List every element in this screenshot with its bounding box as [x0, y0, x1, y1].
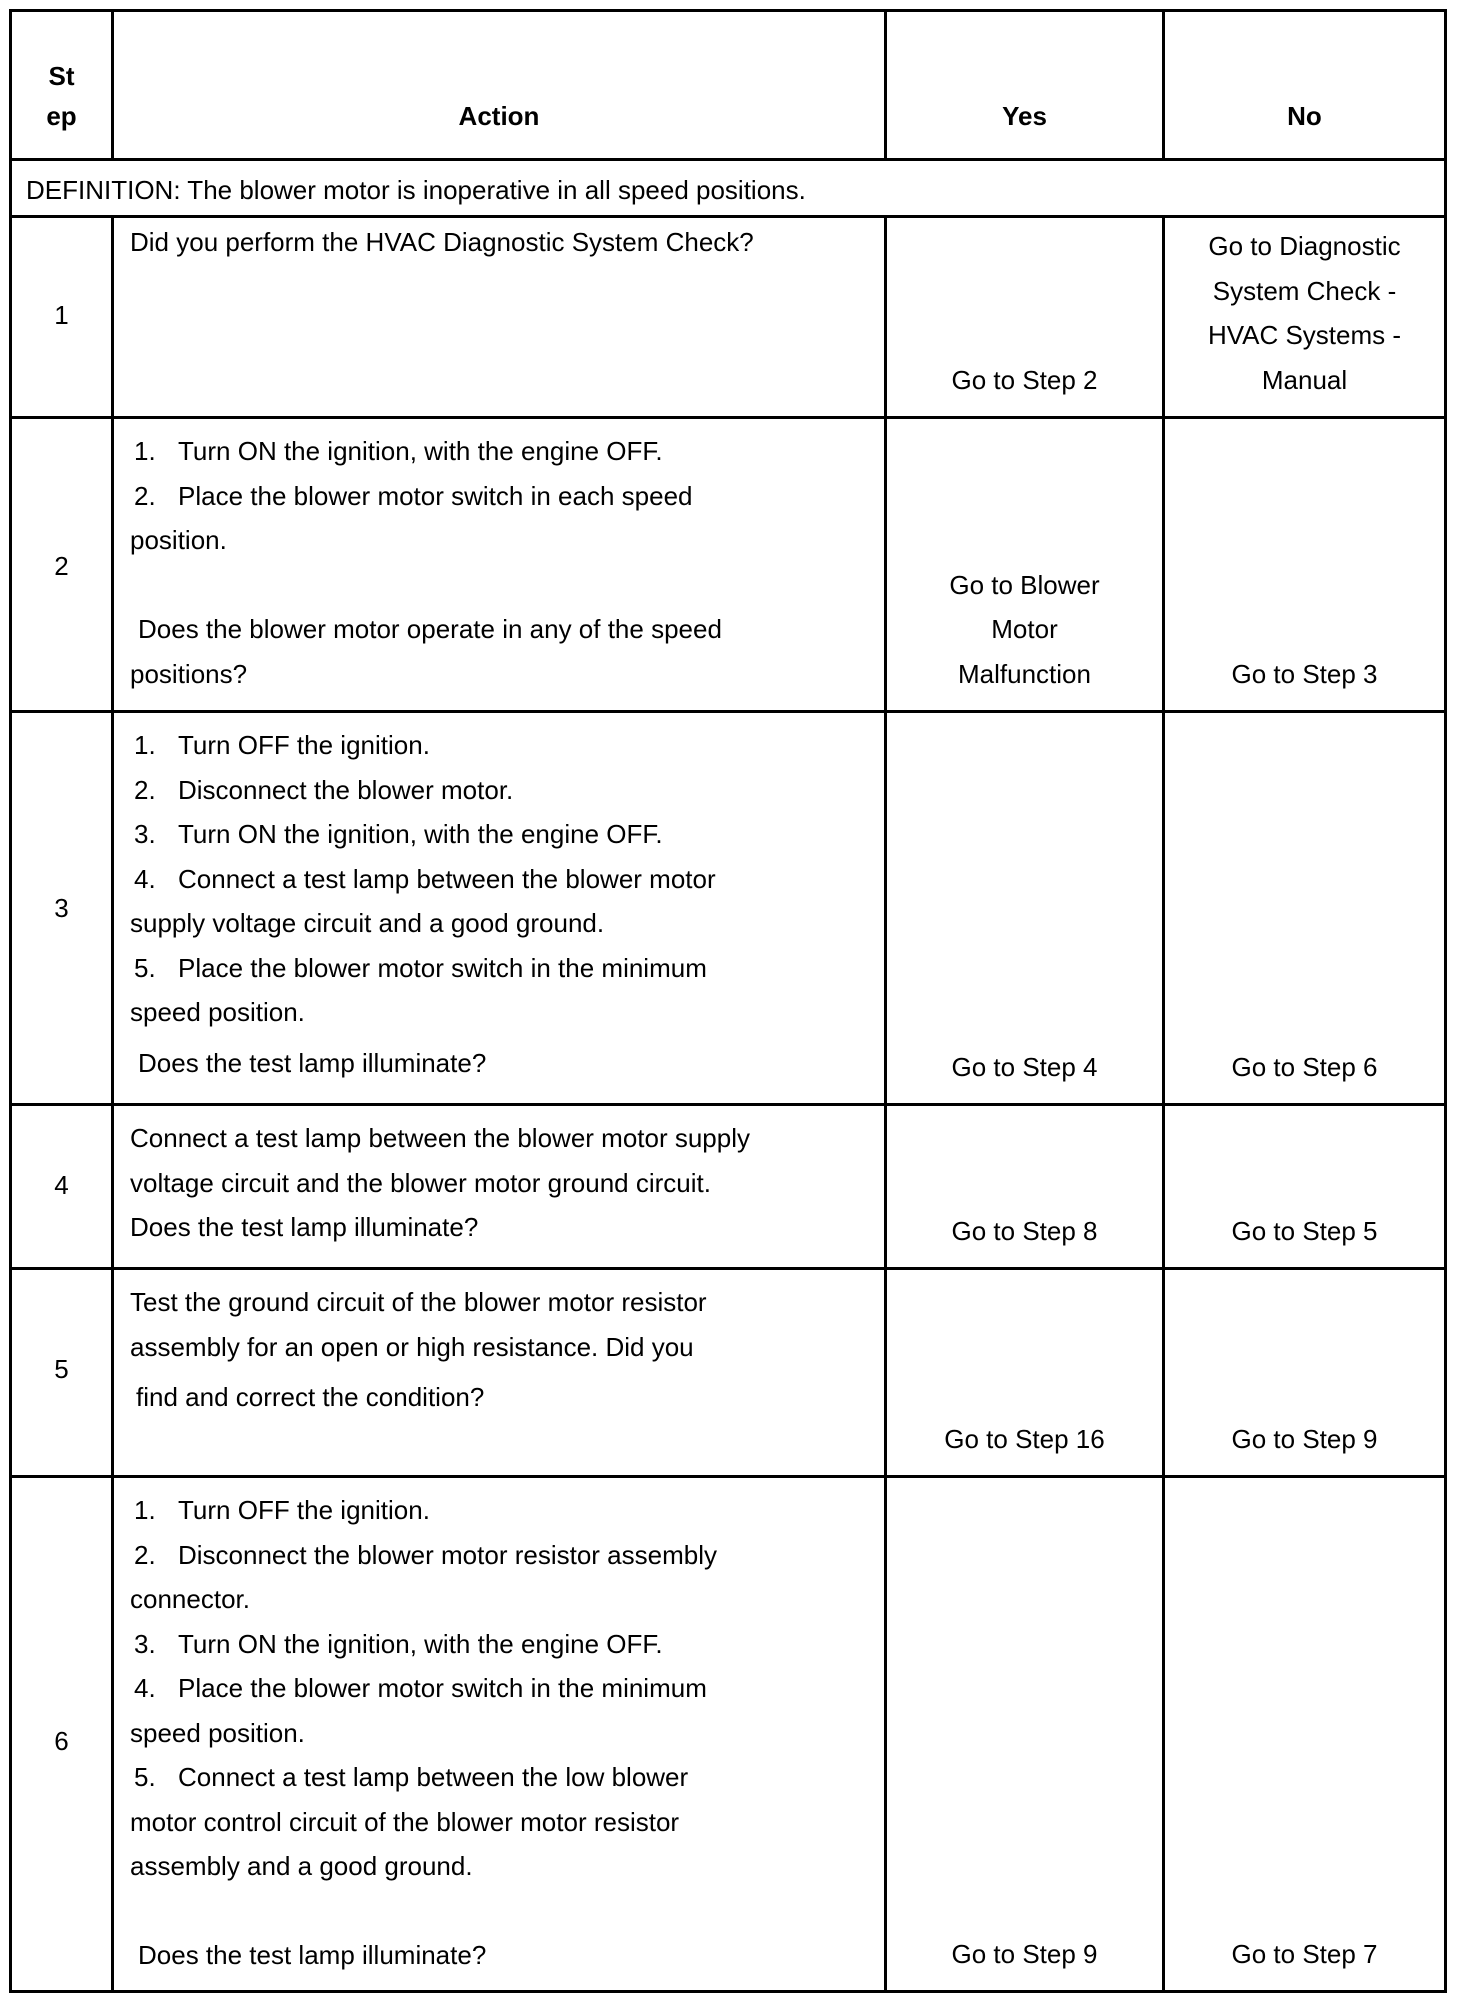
step-row-2: [12, 419, 1444, 713]
step-row-5: [12, 1270, 1444, 1478]
step-number: 2: [54, 551, 69, 581]
header-no-cell: [1165, 12, 1444, 158]
step-action: [130, 429, 864, 696]
list-item-continuation: position.: [130, 525, 227, 555]
list-item-continuation: speed position.: [130, 1717, 305, 1748]
list-item: 5. Connect a test lamp between the low blower: [134, 1762, 689, 1792]
header-yes-cell: [887, 12, 1165, 158]
no-outcome-line: Go to Diagnostic: [1208, 231, 1401, 261]
no-outcome: Go to Step 7: [1231, 1938, 1378, 1969]
step-row-3: [12, 713, 1444, 1106]
no-outcome: [1165, 224, 1444, 402]
diagnostic-table: [9, 9, 1447, 1993]
list-item: 1. Turn OFF the ignition.: [134, 730, 430, 760]
list-item-continuation: speed position.: [130, 997, 305, 1027]
step-action: [130, 1488, 864, 1978]
yes-outcome: Go to Step 4: [951, 1051, 1098, 1082]
yes-outcome: Go to Step 2: [951, 364, 1098, 395]
yes-outcome: Go to Step 9: [951, 1938, 1098, 1969]
no-outcome-line: System Check -: [1212, 275, 1397, 306]
step-action: [130, 1116, 864, 1250]
definition-row: [12, 161, 1444, 218]
yes-outcome: Go to Step 8: [951, 1215, 1098, 1246]
step-action: [130, 1280, 864, 1420]
action-line: Connect a test lamp between the blower motor supply: [130, 1123, 751, 1153]
header-step-line2: ep: [46, 101, 77, 131]
no-outcome: Go to Step 5: [1231, 1215, 1378, 1246]
list-item: 3. Turn ON the ignition, with the engine OFF.: [134, 819, 663, 849]
header-step-cell: [12, 12, 114, 158]
header-action: Action: [458, 101, 540, 131]
list-item: 2. Disconnect the blower motor resistor assembly: [134, 1539, 717, 1570]
step-number: 3: [54, 893, 69, 923]
list-item: 1. Turn OFF the ignition.: [134, 1495, 430, 1525]
no-outcome-line: Manual: [1261, 364, 1348, 395]
action-line: assembly for an open or high resistance. Did you: [130, 1331, 694, 1362]
step-row-4: [12, 1106, 1444, 1270]
action-line: voltage circuit and the blower motor ground circuit.: [130, 1167, 711, 1198]
yes-outcome: Go to Step 16: [944, 1423, 1105, 1454]
list-item-continuation: supply voltage circuit and a good ground.: [130, 908, 605, 938]
no-outcome: Go to Step 9: [1231, 1423, 1378, 1454]
step-number: 5: [54, 1354, 69, 1384]
header-yes: Yes: [1002, 101, 1047, 131]
no-outcome: Go to Step 3: [1231, 658, 1378, 689]
list-item: 5. Place the blower motor switch in the minimum: [134, 952, 707, 983]
list-item: 2. Place the blower motor switch in each speed: [134, 480, 693, 511]
action-question: Does the test lamp illuminate?: [138, 1047, 487, 1078]
step-number: 1: [54, 300, 69, 330]
step-action: [130, 220, 864, 265]
header-action-cell: [114, 12, 887, 158]
header-step-line1: St: [48, 61, 75, 91]
step-number: 6: [54, 1726, 69, 1756]
action-line: find and correct the condition?: [136, 1382, 485, 1412]
list-item-continuation: connector.: [130, 1584, 250, 1614]
step-action: [130, 723, 864, 1085]
no-outcome: Go to Step 6: [1231, 1051, 1378, 1082]
list-item: 4. Place the blower motor switch in the minimum: [134, 1673, 707, 1703]
list-item: 1. Turn ON the ignition, with the engine OFF.: [134, 436, 663, 466]
yes-outcome: Go to Blower Motor Malfunction: [949, 569, 1100, 689]
action-line: Test the ground circuit of the blower motor resistor: [130, 1287, 707, 1317]
action-question: Does the blower motor operate in any of the speed: [138, 614, 722, 644]
action-question: positions?: [130, 658, 248, 689]
header-no: No: [1287, 101, 1322, 131]
definition-text: DEFINITION: The blower motor is inoperative in all speed positions.: [26, 175, 806, 205]
action-question: Does the test lamp illuminate?: [138, 1940, 487, 1970]
no-outcome-line: HVAC Systems -: [1207, 320, 1402, 350]
list-item-continuation: motor control circuit of the blower motor resistor: [130, 1806, 680, 1837]
action-line: Does the test lamp illuminate?: [130, 1212, 479, 1242]
list-item: 3. Turn ON the ignition, with the engine OFF.: [134, 1628, 663, 1659]
list-item: 2. Disconnect the blower motor.: [134, 774, 514, 805]
action-line: Did you perform the HVAC Diagnostic System Check?: [130, 227, 754, 257]
list-item-continuation: assembly and a good ground.: [130, 1851, 473, 1881]
step-row-6: [12, 1478, 1444, 1990]
step-number: 4: [54, 1170, 69, 1200]
step-row-1: [12, 218, 1444, 419]
list-item: 4. Connect a test lamp between the blower motor: [134, 863, 716, 894]
header-row: [12, 12, 1444, 161]
